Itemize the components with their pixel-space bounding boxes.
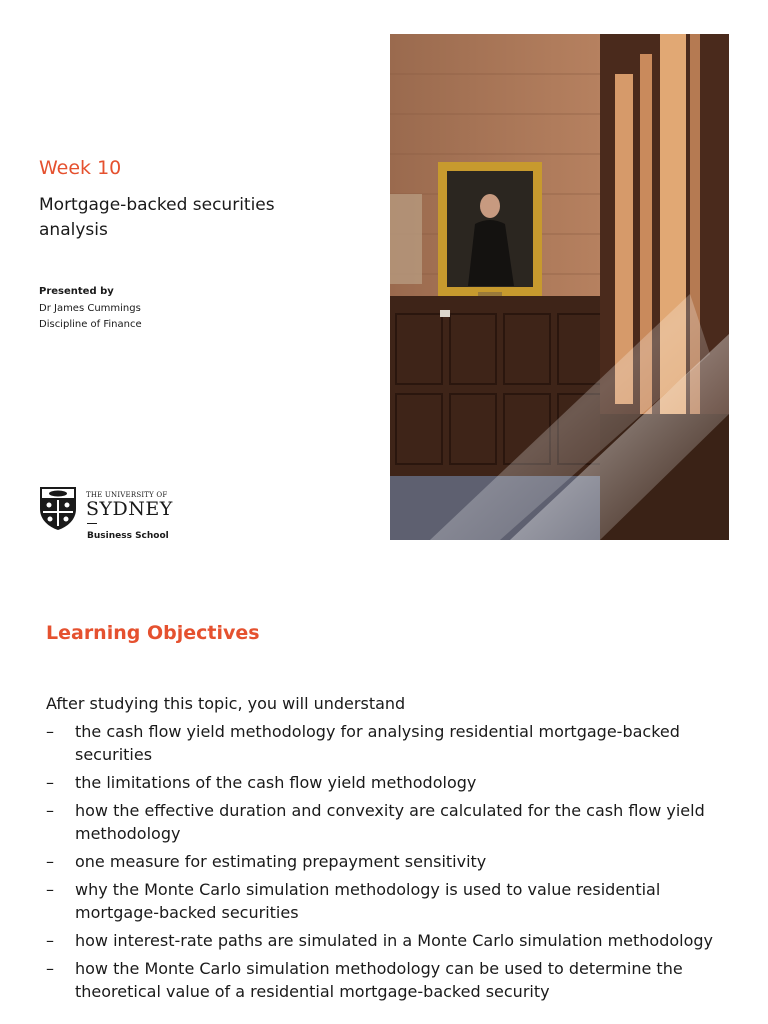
bullet-dash: – bbox=[46, 722, 54, 741]
list-item bbox=[46, 957, 736, 1003]
university-logo bbox=[38, 485, 178, 545]
bullet-dash: – bbox=[46, 880, 54, 899]
objective-text: how the Monte Carlo simulation methodology can be used to determine the theoretical value of a residential mortgage-backed security bbox=[75, 959, 683, 1001]
list-item bbox=[46, 850, 736, 873]
presented-by-label: Presented by bbox=[39, 286, 114, 297]
week-label: Week 10 bbox=[39, 157, 122, 179]
objective-text: why the Monte Carlo simulation methodology is used to value residential mortgage-backed securities bbox=[75, 880, 661, 922]
objectives-title: Learning Objectives bbox=[46, 622, 260, 644]
objective-text: the cash flow yield methodology for analysing residential mortgage-backed securities bbox=[75, 722, 680, 764]
list-item bbox=[46, 878, 736, 924]
objectives-slide bbox=[0, 600, 768, 1024]
objective-text: how the effective duration and convexity are calculated for the cash flow yield methodology bbox=[75, 801, 705, 843]
presenter-name: Dr James Cummings bbox=[39, 303, 141, 314]
list-item bbox=[46, 771, 736, 794]
bullet-dash: – bbox=[46, 959, 54, 978]
bullet-dash: – bbox=[46, 852, 54, 871]
bullet-dash: – bbox=[46, 931, 54, 950]
bullet-dash: – bbox=[46, 801, 54, 820]
hall-photo bbox=[390, 34, 729, 540]
list-item bbox=[46, 799, 736, 845]
objective-text: one measure for estimating prepayment sensitivity bbox=[75, 852, 487, 871]
list-item bbox=[46, 720, 736, 766]
objectives-intro: After studying this topic, you will understand bbox=[46, 694, 406, 713]
list-item bbox=[46, 929, 736, 952]
logo-school: Business School bbox=[87, 531, 169, 541]
objective-text: how interest-rate paths are simulated in a Monte Carlo simulation methodology bbox=[75, 931, 714, 950]
logo-line1: THE UNIVERSITY OF bbox=[86, 491, 168, 499]
logo-line2: SYDNEY bbox=[86, 498, 173, 520]
objectives-list bbox=[46, 720, 736, 1008]
crest-icon bbox=[38, 485, 78, 531]
slide-subtitle: Mortgage-backed securities analysis bbox=[39, 195, 275, 240]
bullet-dash: – bbox=[46, 773, 54, 792]
objective-text: the limitations of the cash flow yield methodology bbox=[75, 773, 477, 792]
discipline-name: Discipline of Finance bbox=[39, 319, 142, 330]
logo-divider bbox=[87, 523, 97, 524]
